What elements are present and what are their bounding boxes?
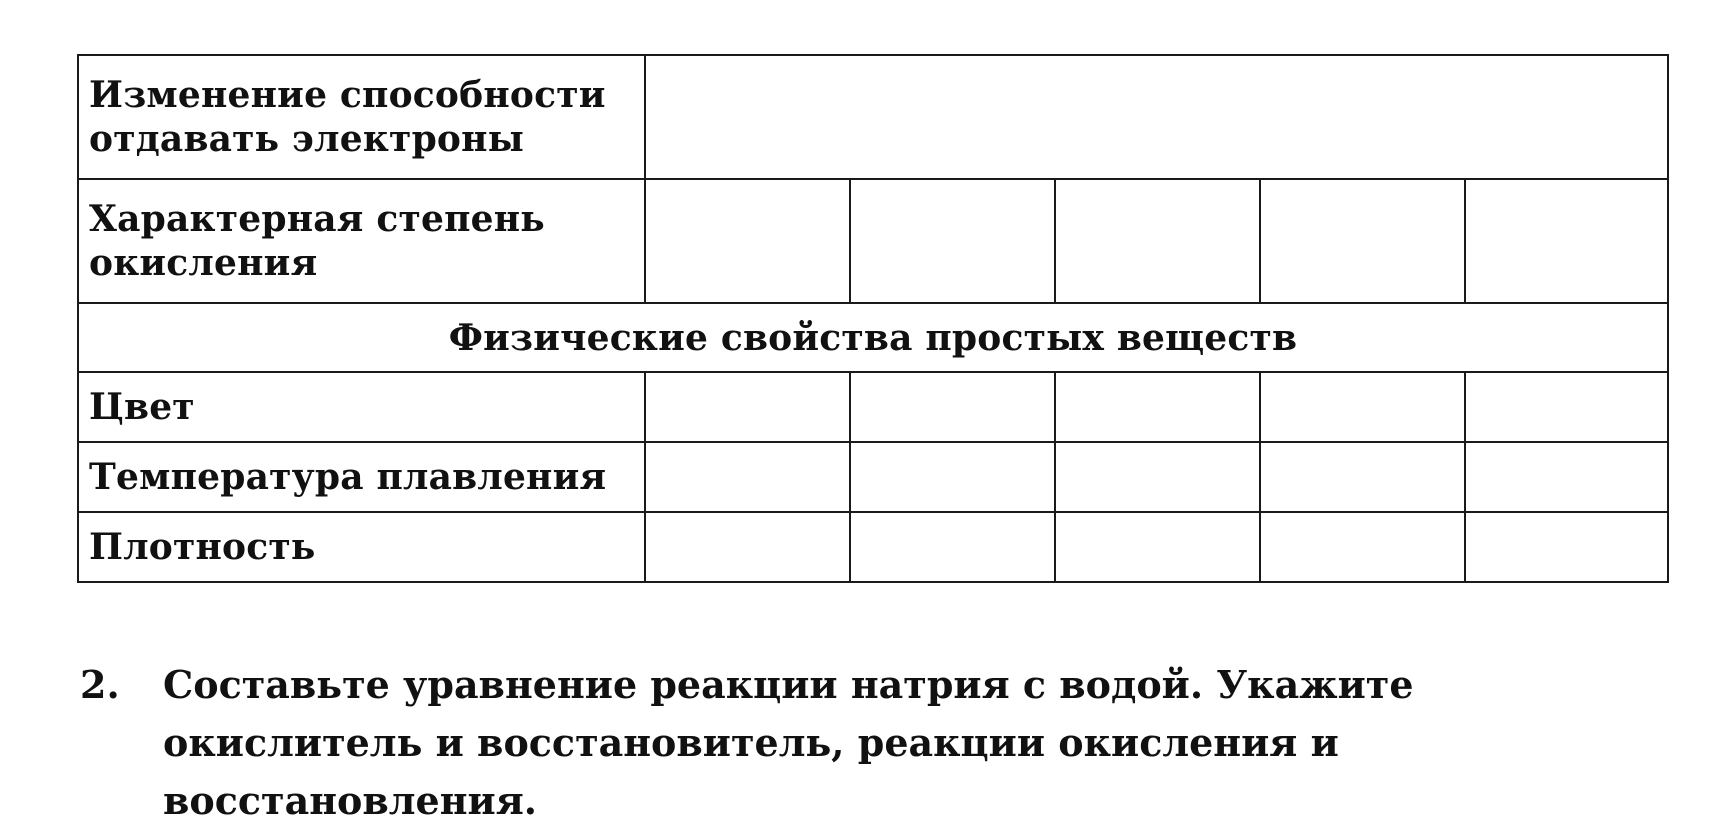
table-cell[interactable] <box>1260 179 1465 303</box>
row-label-melting-point: Температура плавления <box>78 442 645 512</box>
row-label-color: Цвет <box>78 372 645 442</box>
row-label-density: Плотность <box>78 512 645 582</box>
section-header-physical-properties: Физические свойства простых веществ <box>78 303 1668 372</box>
table-cell[interactable] <box>645 179 850 303</box>
table-cell[interactable] <box>850 372 1055 442</box>
table-cell[interactable] <box>850 442 1055 512</box>
table-cell[interactable] <box>1260 372 1465 442</box>
table-row <box>78 512 1668 582</box>
table-cell[interactable] <box>1055 442 1260 512</box>
row-label-oxidation-state: Характерная степень окисления <box>78 179 645 303</box>
table-row <box>78 55 1668 179</box>
table-cell[interactable] <box>645 442 850 512</box>
table-cell[interactable] <box>645 55 1668 179</box>
table-row <box>78 372 1668 442</box>
task-2 <box>80 656 1680 830</box>
table-cell[interactable] <box>850 179 1055 303</box>
table-cell[interactable] <box>1465 179 1668 303</box>
task-number: 2. <box>80 662 120 707</box>
table-cell[interactable] <box>1055 179 1260 303</box>
table-cell[interactable] <box>1260 442 1465 512</box>
table-cell[interactable] <box>1465 372 1668 442</box>
properties-table <box>77 54 1669 583</box>
row-label-electron-donation: Изменение способности отдавать электроны <box>78 55 645 179</box>
table-cell[interactable] <box>1260 512 1465 582</box>
table-row <box>78 442 1668 512</box>
task-text: Составьте уравнение реакции натрия с водой. Укажите окислитель и восстановитель, реакции окисления и восстановления. <box>163 662 1414 823</box>
table-cell[interactable] <box>850 512 1055 582</box>
table-cell[interactable] <box>1055 512 1260 582</box>
table-cell[interactable] <box>645 372 850 442</box>
table-cell[interactable] <box>1465 512 1668 582</box>
table-row <box>78 303 1668 372</box>
table-cell[interactable] <box>1465 442 1668 512</box>
table-cell[interactable] <box>1055 372 1260 442</box>
table-row <box>78 179 1668 303</box>
table-cell[interactable] <box>645 512 850 582</box>
